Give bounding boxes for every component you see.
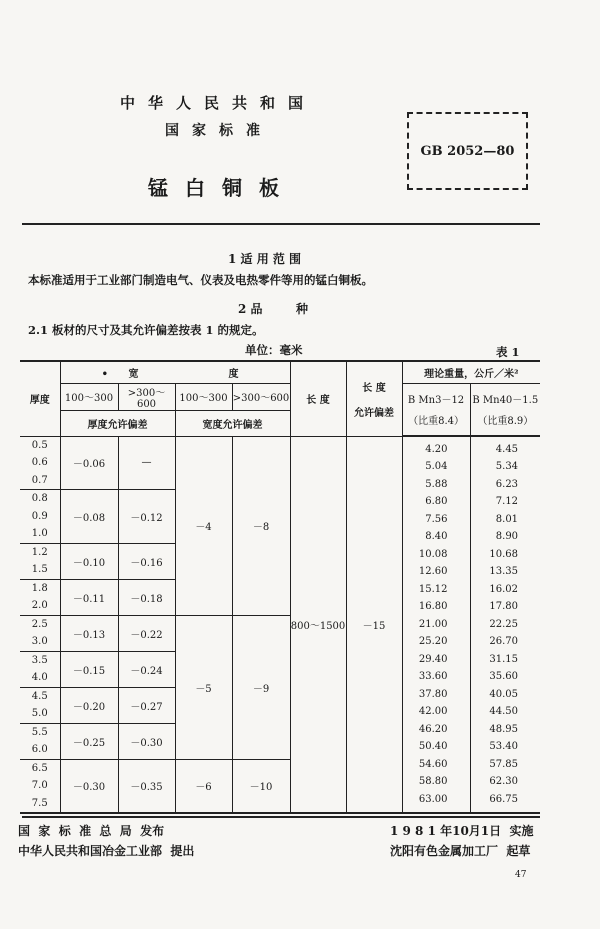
length-tolerance-header: 长 度 允许偏差 bbox=[346, 361, 402, 436]
thickness-tol-b: －0.24 bbox=[118, 651, 175, 687]
thickness-tol-a: －0.08 bbox=[60, 490, 118, 544]
section1-text: 本标准适用于工业部门制造电气、仪表及电热零件等用的锰白铜板。 bbox=[28, 273, 373, 287]
length-range: 800～1500 bbox=[290, 436, 346, 813]
section1-title: 1 适 用 范 围 bbox=[228, 252, 302, 266]
thickness-tol-b: －0.12 bbox=[118, 490, 175, 544]
table-label: 表 1 bbox=[496, 345, 520, 359]
width-tol-b: －10 bbox=[232, 759, 290, 813]
width-tol-a: －5 bbox=[175, 615, 232, 759]
weight-header: 理论重量，公斤／米² bbox=[402, 361, 540, 383]
thickness-tol-a: －0.30 bbox=[60, 759, 118, 813]
thickness-tol-b: －0.18 bbox=[118, 579, 175, 615]
width-tolerance-header: 宽度允许偏差 bbox=[175, 410, 290, 436]
width-range-2: >300～600 bbox=[118, 383, 175, 410]
header-divider bbox=[22, 223, 540, 225]
thickness-cell: 0.8 0.9 1.0 bbox=[20, 490, 60, 544]
thickness-cell: 6.5 7.0 7.5 bbox=[20, 759, 60, 813]
width-header: • 宽 度 bbox=[60, 361, 290, 383]
clause-2-1: 2.1 板材的尺寸及其允许偏差按表 1 的规定。 bbox=[28, 323, 264, 337]
thickness-cell: 3.5 4.0 bbox=[20, 651, 60, 687]
thickness-cell: 5.5 6.0 bbox=[20, 723, 60, 759]
thickness-tol-a: －0.10 bbox=[60, 543, 118, 579]
thickness-tol-b: －0.16 bbox=[118, 543, 175, 579]
effective-date: 1 9 8 1 年10月1日 实施 bbox=[390, 824, 534, 838]
thickness-tol-b: －0.22 bbox=[118, 615, 175, 651]
alloy-mn40-header: B Mn40－1.5 （比重8.9） bbox=[470, 383, 540, 436]
width-range-4: >300～600 bbox=[232, 383, 290, 410]
weight-mn40-column: 4.45 5.34 6.23 7.12 8.01 8.90 10.68 13.35 16.02 17.80 22.25 26.70 31.15 35.60 40.05 44.50 48.95 53.40 57.85 62.30 66.75 bbox=[470, 436, 540, 813]
thickness-cell: 4.5 5.0 bbox=[20, 687, 60, 723]
thickness-tol-b: — bbox=[118, 436, 175, 490]
width-tol-a: －6 bbox=[175, 759, 232, 813]
footer-divider bbox=[22, 816, 540, 818]
issuer: 国 家 标 准 总 局 发布 bbox=[18, 824, 165, 838]
thickness-tol-a: －0.15 bbox=[60, 651, 118, 687]
alloy-mn3-header: B Mn3－12 （比重8.4） bbox=[402, 383, 470, 436]
thickness-tol-a: －0.20 bbox=[60, 687, 118, 723]
weight-mn3-column: 4.20 5.04 5.88 6.80 7.56 8.40 10.08 12.60 15.12 16.80 21.00 25.20 29.40 33.60 37.80 42.00 46.20 50.40 54.60 58.80 63.00 bbox=[402, 436, 470, 813]
width-range-1: 100～300 bbox=[60, 383, 118, 410]
width-tol-a: －4 bbox=[175, 436, 232, 615]
dimension-table bbox=[20, 360, 540, 814]
thickness-tol-b: －0.27 bbox=[118, 687, 175, 723]
thickness-header: 厚度 bbox=[20, 361, 60, 436]
drafter: 沈阳有色金属加工厂 起草 bbox=[390, 844, 531, 858]
thickness-cell: 0.5 0.6 0.7 bbox=[20, 436, 60, 490]
thickness-cell: 1.2 1.5 bbox=[20, 543, 60, 579]
thickness-tol-a: －0.11 bbox=[60, 579, 118, 615]
thickness-cell: 1.8 2.0 bbox=[20, 579, 60, 615]
thickness-tol-a: －0.06 bbox=[60, 436, 118, 490]
thickness-tolerance-header: 厚度允许偏差 bbox=[60, 410, 175, 436]
width-tol-b: －8 bbox=[232, 436, 290, 615]
thickness-tol-a: －0.13 bbox=[60, 615, 118, 651]
country-name: 中华人民共和国 bbox=[120, 94, 317, 112]
unit-label: 单位：毫米 bbox=[245, 343, 303, 357]
standard-code: GB 2052—80 bbox=[420, 143, 515, 159]
proposer: 中华人民共和国冶金工业部 提出 bbox=[18, 844, 195, 858]
thickness-tol-b: －0.30 bbox=[118, 723, 175, 759]
standard-type: 国家标准 bbox=[165, 123, 273, 139]
page-number: 47 bbox=[515, 870, 527, 880]
length-tolerance: －15 bbox=[346, 436, 402, 813]
length-header: 长 度 bbox=[290, 361, 346, 436]
width-tol-b: －9 bbox=[232, 615, 290, 759]
standard-code-box bbox=[407, 112, 528, 190]
section2-title: 2 品 种 bbox=[238, 302, 308, 316]
width-range-3: 100～300 bbox=[175, 383, 232, 410]
thickness-tol-b: －0.35 bbox=[118, 759, 175, 813]
document-title: 锰白铜板 bbox=[148, 176, 296, 200]
thickness-cell: 2.5 3.0 bbox=[20, 615, 60, 651]
thickness-tol-a: －0.25 bbox=[60, 723, 118, 759]
